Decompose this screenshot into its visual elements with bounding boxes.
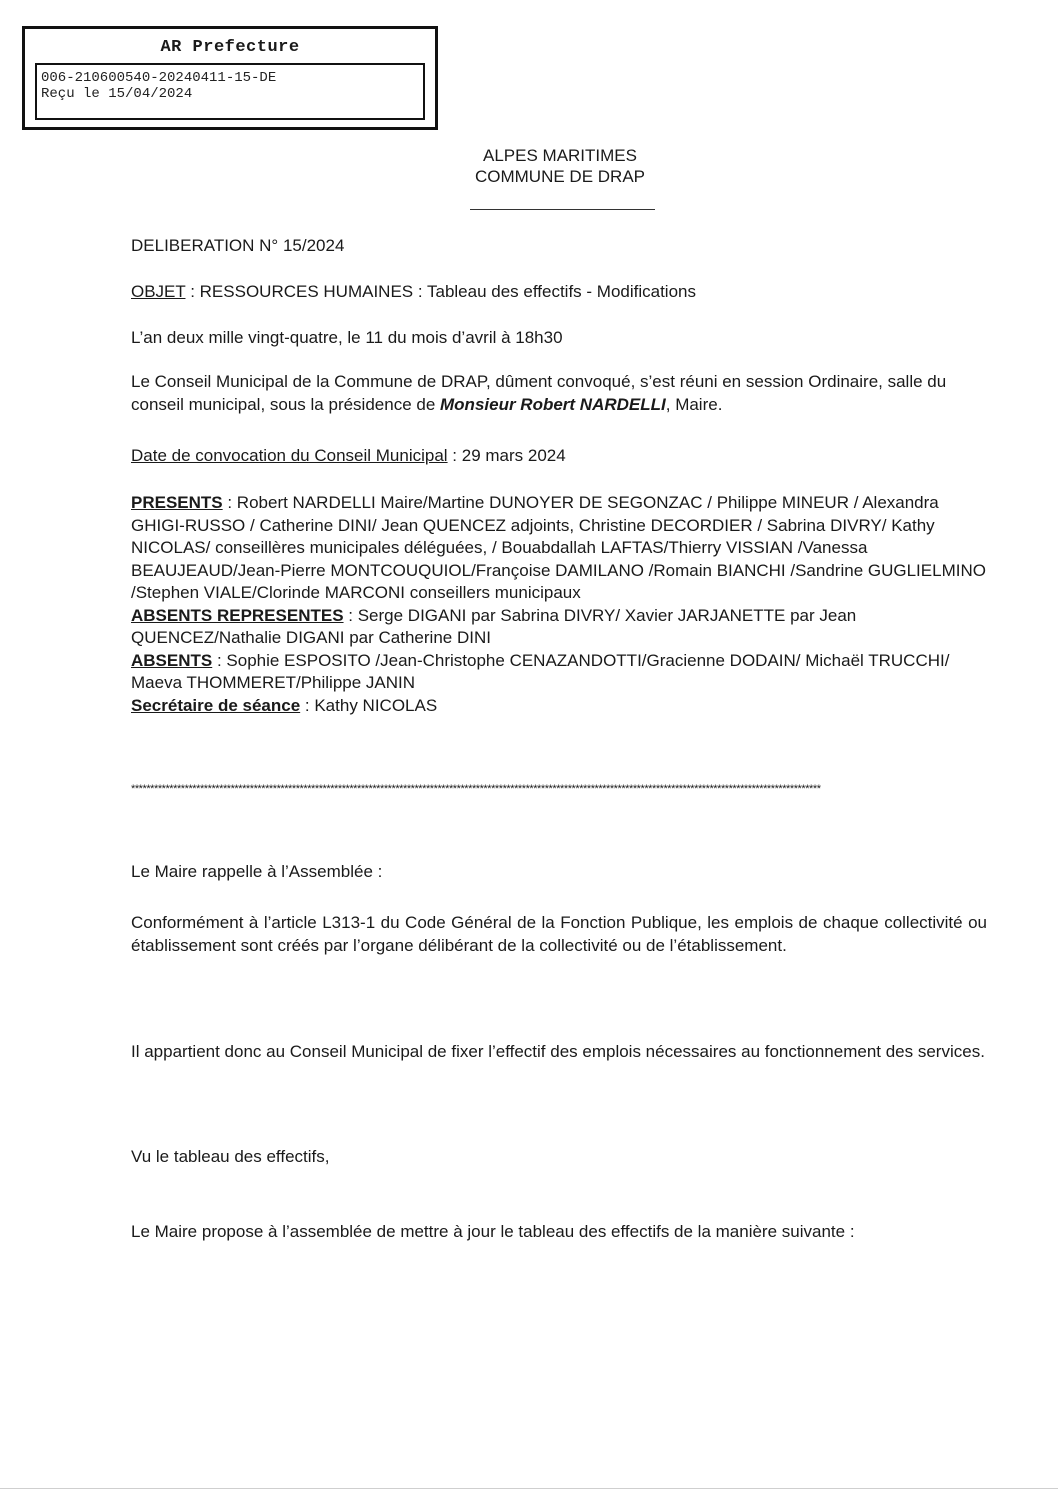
objet-line [131, 282, 989, 302]
presents-label: PRESENTS [131, 493, 223, 512]
absents-paragraph [131, 650, 987, 695]
stamp-details [35, 63, 425, 120]
attendance-block [131, 492, 987, 717]
deliberation-number: DELIBERATION N° 15/2024 [131, 236, 345, 255]
stamp-title: AR Prefecture [160, 38, 300, 57]
stamp-reference: 006-210600540-20240411-15-DE [41, 70, 277, 86]
document-header [430, 145, 690, 187]
stamp-received-date: Reçu le 15/04/2024 [41, 86, 193, 102]
department-name: ALPES MARITIMES [483, 146, 637, 165]
represented-label: ABSENTS REPRESENTES [131, 605, 344, 625]
objet-label: OBJET [131, 282, 186, 301]
session-text-end: , Maire. [665, 394, 723, 414]
presents-list: : Robert NARDELLI Maire/Martine DUNOYER DE SEGONZAC / Philippe MINEUR / Alexandra GHIGI-RUSSO / Catherine DINI/ Jean QUENCEZ adjoints, Christine DECORDIER / Sabrina DIVRY/ Kathy NICOLAS/ conseillères municipales déléguées, / Bouabdallah LAFTAS/Thierry VISSIAN /Vanessa BEAUJEAUD/Jean-Pierre MONTCOUQUIOL/Françoise DAMILANO /Romain BIANCHI /Sandrine GUGLIELMINO /Stephen VIALE/Clorinde MARCONI conseillers municipaux [131, 493, 986, 602]
president-name: Monsieur Robert NARDELLI [440, 394, 666, 414]
page-bottom-edge [0, 1488, 1058, 1489]
secretary-paragraph [131, 695, 987, 718]
council-paragraph: Il appartient donc au Conseil Municipal de fixer l’effectif des emplois nécessaires au fonctionnement des services. [131, 1042, 985, 1061]
recall-line: Le Maire rappelle à l’Assemblée : [131, 862, 383, 881]
proposal-line: Le Maire propose à l’assemblée de mettre à jour le tableau des effectifs de la manière suivante : [131, 1222, 855, 1241]
header-divider [470, 209, 655, 210]
objet-text: : RESSOURCES HUMAINES : Tableau des effectifs - Modifications [185, 282, 696, 301]
convocation-line [131, 446, 989, 466]
session-date-line: L’an deux mille vingt-quatre, le 11 du mois d’avril à 18h30 [131, 328, 563, 347]
represented-list: : Serge DIGANI par Sabrina DIVRY/ Xavier JARJANETTE par Jean QUENCEZ/Nathalie DIGANI par Catherine DINI [131, 605, 857, 647]
session-paragraph [131, 371, 987, 416]
article-paragraph: Conformément à l’article L313-1 du Code Général de la Fonction Publique, les emplois de chaque collectivité ou établissement sont créés par l’organe délibérant de la collectivité ou de l’établissement. [131, 913, 987, 955]
absents-list: : Sophie ESPOSITO /Jean-Christophe CENAZANDOTTI/Gracienne DODAIN/ Michaël TRUCCHI/ Maeva THOMMERET/Philippe JANIN [131, 650, 950, 692]
convocation-date: : 29 mars 2024 [447, 446, 566, 465]
secretary-label: Secrétaire de séance [131, 695, 301, 715]
commune-name: COMMUNE DE DRAP [474, 167, 645, 186]
secretary-name: : Kathy NICOLAS [300, 695, 438, 715]
represented-paragraph [131, 605, 987, 650]
absents-label: ABSENTS [131, 650, 213, 670]
convocation-label: Date de convocation du Conseil Municipal [131, 446, 448, 465]
separator-stars: ************************************************************************************************************************************************************************************ [131, 784, 821, 794]
prefecture-stamp [22, 26, 438, 130]
presents-paragraph [131, 492, 987, 605]
session-text: Le Conseil Municipal de la Commune de DRAP, dûment convoqué, s’est réuni en session Ordinaire, salle du conseil municipal, sous la présidence de [131, 372, 947, 414]
seen-line: Vu le tableau des effectifs, [131, 1147, 330, 1166]
